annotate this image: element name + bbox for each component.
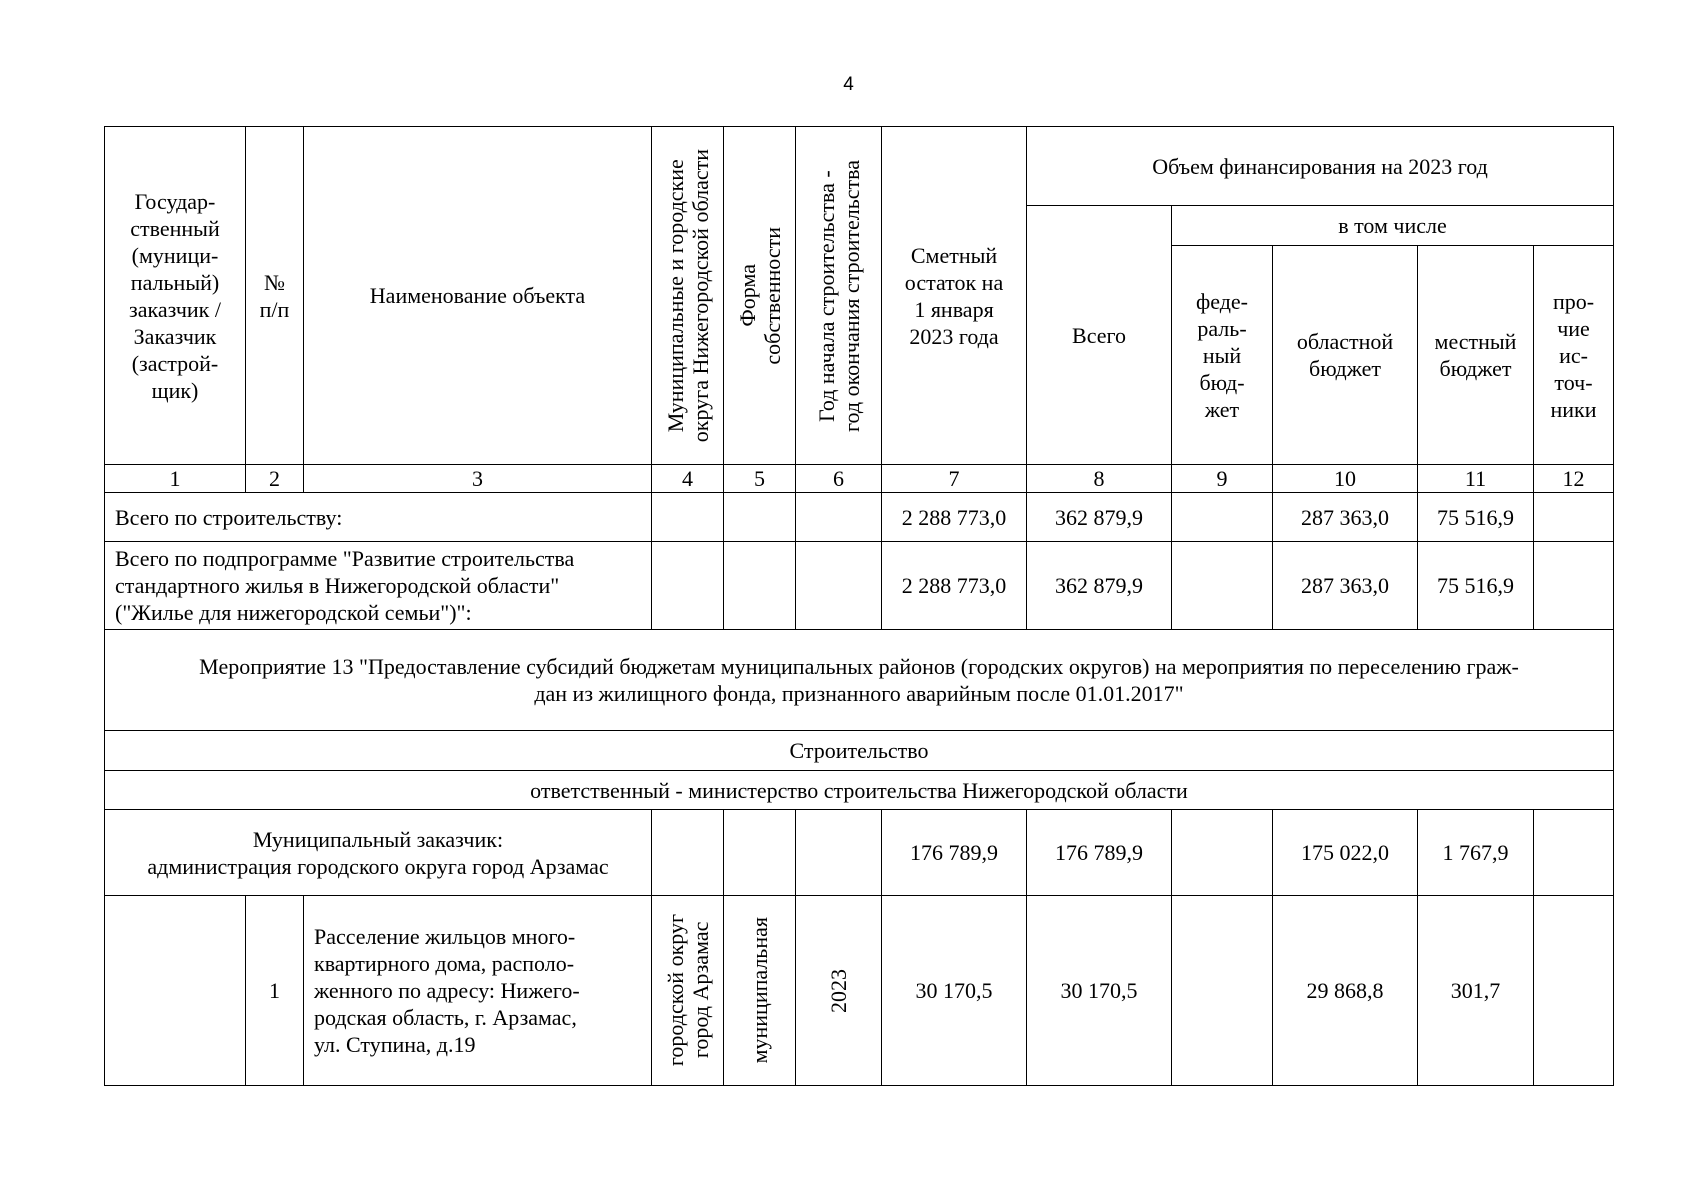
municipal-customer-row: [105, 810, 1614, 896]
section-title: Строительство: [105, 731, 1614, 771]
subprogram-row: [105, 542, 1614, 630]
federal-cell: [1172, 810, 1273, 896]
item-name: Расселение жильцов много- квартирного дома, располо- женного по адресу: Нижего- родская область, г. Арзамас, ул. Ступина, д.19: [304, 896, 652, 1086]
header-ownership: Форма собственности: [724, 127, 796, 465]
regional-cell: 287 363,0: [1273, 493, 1418, 542]
municipal-customer-label: Муниципальный заказчик: администрация городского округа город Арзамас: [105, 810, 652, 896]
header-number: № п/п: [246, 127, 304, 465]
total-cell: 362 879,9: [1027, 493, 1172, 542]
item-years: 2023: [796, 896, 882, 1086]
header-including: в том числе: [1172, 206, 1614, 246]
local-cell: 75 516,9: [1418, 493, 1534, 542]
responsible-row: [105, 771, 1614, 810]
column-number: 11: [1418, 465, 1534, 493]
balance-cell: 30 170,5: [882, 896, 1027, 1086]
column-number: 2: [246, 465, 304, 493]
column-number: 5: [724, 465, 796, 493]
other-cell: [1534, 896, 1614, 1086]
other-cell: [1534, 542, 1614, 630]
column-number: 3: [304, 465, 652, 493]
header-estimated-balance: Сметный остаток на 1 января 2023 года: [882, 127, 1027, 465]
item-municipality: городской округ город Арзамас: [652, 896, 724, 1086]
header-years: Год начала строительства - год окончания строительства: [796, 127, 882, 465]
page-number: 4: [843, 74, 854, 95]
header-federal: феде- раль- ный бюд- жет: [1172, 246, 1273, 465]
header-regional: областной бюджет: [1273, 246, 1418, 465]
header-customer: Государ- ственный (муници- пальный) заказчик / Заказчик (застрой- щик): [105, 127, 246, 465]
total-cell: 176 789,9: [1027, 810, 1172, 896]
total-construction-label: Всего по строительству:: [105, 493, 652, 542]
responsible-title: ответственный - министерство строительства Нижегородской области: [105, 771, 1614, 810]
other-cell: [1534, 493, 1614, 542]
column-number: 1: [105, 465, 246, 493]
subprogram-label: Всего по подпрограмме "Развитие строительства стандартного жилья в Нижегородской области" ("Жилье для нижегородской семьи")":: [105, 542, 652, 630]
balance-cell: 2 288 773,0: [882, 493, 1027, 542]
column-number: 6: [796, 465, 882, 493]
column-number: 4: [652, 465, 724, 493]
item-row: [105, 896, 1614, 1086]
total-cell: 362 879,9: [1027, 542, 1172, 630]
local-cell: 1 767,9: [1418, 810, 1534, 896]
header-object-name: Наименование объекта: [304, 127, 652, 465]
measure-row: [105, 630, 1614, 731]
regional-cell: 29 868,8: [1273, 896, 1418, 1086]
header-municipalities: Муниципальные и городские округа Нижегородской области: [652, 127, 724, 465]
column-numbers-row: [105, 465, 1614, 493]
header-other: про- чие ис- точ- ники: [1534, 246, 1614, 465]
total-cell: 30 170,5: [1027, 896, 1172, 1086]
column-number: 7: [882, 465, 1027, 493]
column-number: 12: [1534, 465, 1614, 493]
balance-cell: 2 288 773,0: [882, 542, 1027, 630]
total-construction-row: [105, 493, 1614, 542]
financing-table: [104, 126, 1614, 1086]
item-number: 1: [246, 896, 304, 1086]
header-local: местный бюджет: [1418, 246, 1534, 465]
local-cell: 75 516,9: [1418, 542, 1534, 630]
federal-cell: [1172, 493, 1273, 542]
regional-cell: 175 022,0: [1273, 810, 1418, 896]
measure-title: Мероприятие 13 "Предоставление субсидий бюджетам муниципальных районов (городских округов) на мероприятия по переселению граж- дан из жилищного фонда, признанного аварийным после 01.01.2017": [105, 630, 1614, 731]
column-number: 8: [1027, 465, 1172, 493]
federal-cell: [1172, 896, 1273, 1086]
column-number: 9: [1172, 465, 1273, 493]
item-ownership: муниципальная: [724, 896, 796, 1086]
federal-cell: [1172, 542, 1273, 630]
regional-cell: 287 363,0: [1273, 542, 1418, 630]
balance-cell: 176 789,9: [882, 810, 1027, 896]
local-cell: 301,7: [1418, 896, 1534, 1086]
header-total: Всего: [1027, 206, 1172, 465]
column-number: 10: [1273, 465, 1418, 493]
section-row: [105, 731, 1614, 771]
other-cell: [1534, 810, 1614, 896]
header-financing: Объем финансирования на 2023 год: [1027, 127, 1614, 206]
